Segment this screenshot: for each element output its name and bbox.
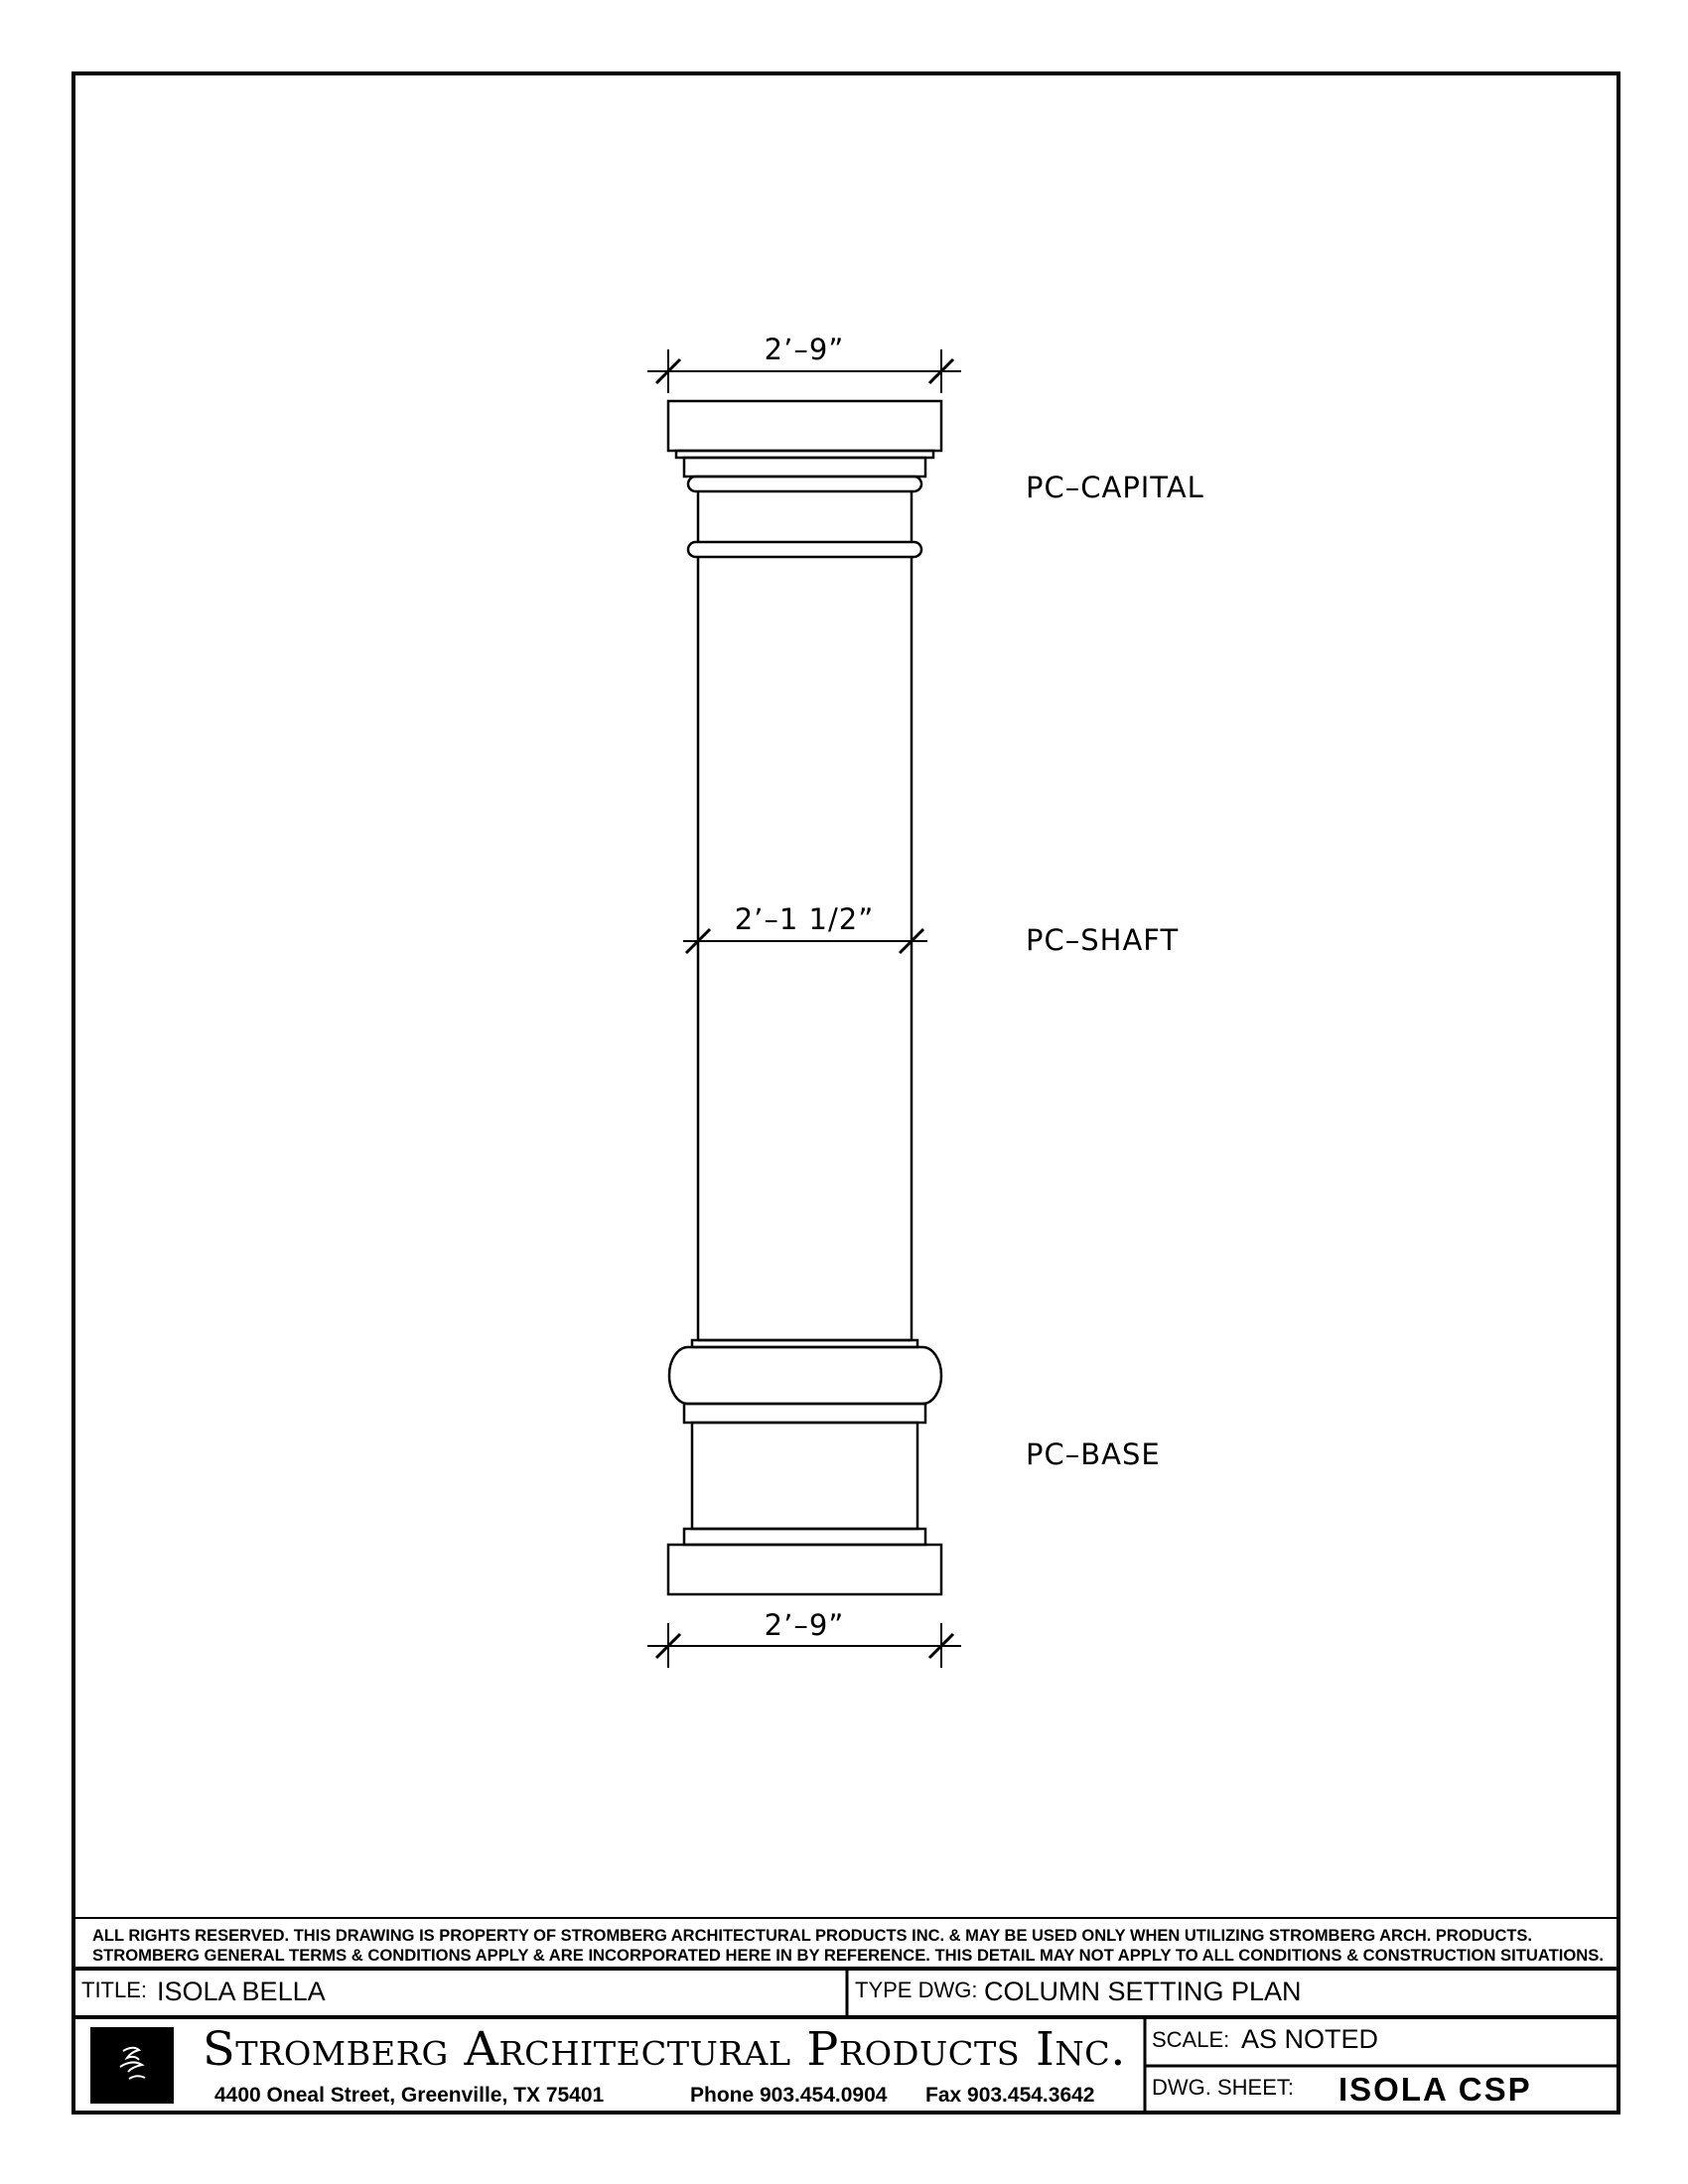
rights-notice-line-2: STROMBERG GENERAL TERMS & CONDITIONS APPLY & ARE INCORPORATED HERE IN BY REFERENCE. THIS DETAIL MAY NOT APPLY TO ALL CONDITIONS & CONSTRUCTION SITUATIONS.: [92, 1947, 1604, 1965]
dimension-shaft-label: 2’–1 1/2”: [734, 902, 875, 936]
dimension-bottom-label: 2’–9”: [764, 1608, 845, 1642]
rights-notice-line-1: ALL RIGHTS RESERVED. THIS DRAWING IS PROPERTY OF STROMBERG ARCHITECTURAL PRODUCTS INC. & MAY BE USED ONLY WHEN UTILIZING STROMBERG ARCH. PRODUCTS.: [92, 1927, 1532, 1945]
company-logo: [90, 2027, 174, 2104]
label-base: PC–BASE: [1026, 1437, 1161, 1471]
dwg-sheet-label: DWG. SHEET:: [1152, 2075, 1295, 2100]
company-fax: Fax 903.454.3642: [925, 2084, 1095, 2107]
dimension-top-label: 2’–9”: [764, 333, 845, 366]
column-elevation: [668, 401, 941, 1594]
type-dwg-label: TYPE DWG:: [855, 1978, 978, 2002]
company-address: 4400 Oneal Street, Greenville, TX 75401: [214, 2084, 605, 2107]
title-value: ISOLA BELLA: [157, 1977, 326, 2006]
column-base: [668, 1340, 941, 1594]
column-capital: [668, 401, 941, 557]
column-shaft: [698, 557, 912, 1340]
dwg-sheet-value: ISOLA CSP: [1338, 2071, 1532, 2108]
label-capital: PC–CAPITAL: [1026, 471, 1204, 504]
scale-value: AS NOTED: [1241, 2024, 1379, 2054]
scale-label: SCALE:: [1152, 2027, 1230, 2052]
sheet-border: [73, 73, 1618, 2113]
company-name: Stromberg Architectural Products Inc.: [203, 2022, 1126, 2077]
company-phone: Phone 903.454.0904: [690, 2084, 888, 2107]
type-dwg-value: COLUMN SETTING PLAN: [984, 1977, 1302, 2006]
label-shaft: PC–SHAFT: [1026, 923, 1180, 957]
title-label: TITLE:: [81, 1978, 148, 2002]
